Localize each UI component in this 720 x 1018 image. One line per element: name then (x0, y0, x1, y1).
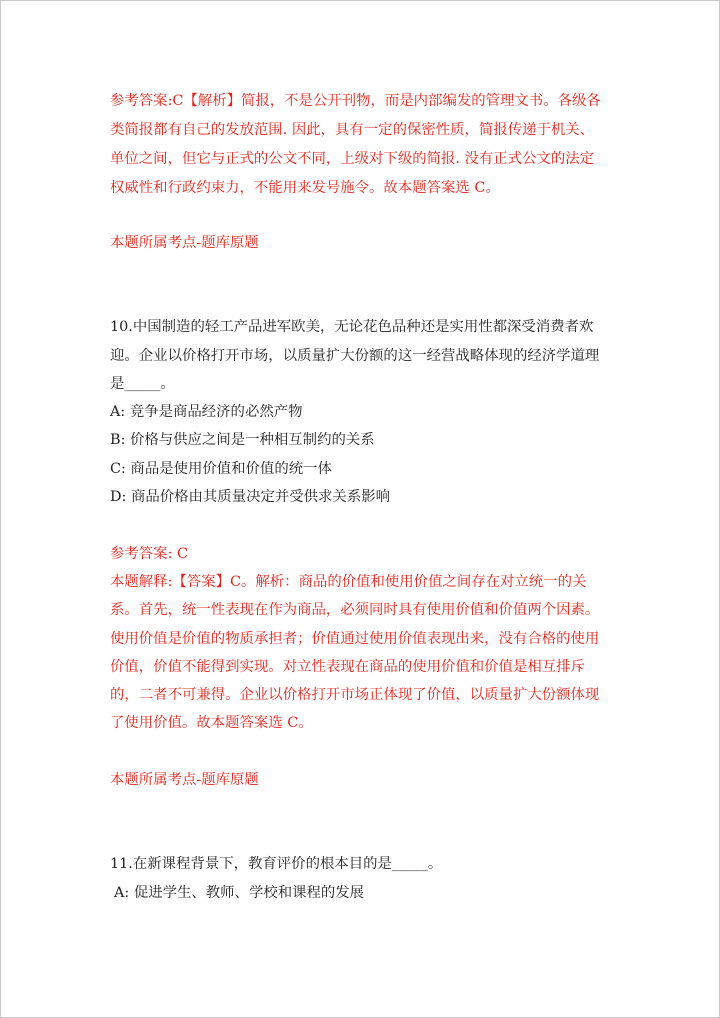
q10-explanation-line-4: 价值，价值不能得到实现。对立性表现在商品的使用价值和价值是相互排斥 (110, 659, 585, 675)
q11-option-a: A: 促进学生、教师、学校和课程的发展 (114, 885, 365, 901)
q10-stem-line-3: 是_____。 (110, 376, 175, 392)
q9-answer-line-4: 权威性和行政约束力，不能用来发号施令。故本题答案选 C。 (110, 180, 500, 196)
q10-answer: 参考答案: C (110, 546, 188, 562)
q10-stem-line-1: 10.中国制造的轻工产品进军欧美，无论花色品种还是实用性都深受消费者欢 (110, 319, 594, 335)
q10-explanation-line-1: 本题解释:【答案】C。解析：商品的价值和使用价值之间存在对立统一的关 (110, 574, 587, 590)
q10-explanation-line-2: 系。首先，统一性表现在作为商品，必须同时具有使用价值和价值两个因素。 (110, 602, 600, 618)
q10-explanation-line-5: 的，二者不可兼得。企业以价格打开市场正体现了价值，以质量扩大份额体现 (110, 687, 600, 703)
q11-stem: 11.在新课程背景下，教育评价的根本目的是_____。 (110, 856, 443, 872)
q10-source: 本题所属考点-题库原题 (110, 772, 259, 788)
q9-answer-line-3: 单位之间，但它与正式的公文不同，上级对下级的简报. 没有正式公文的法定 (110, 151, 595, 167)
q10-option-c: C: 商品是使用价值和价值的统一体 (110, 461, 332, 477)
q9-source: 本题所属考点-题库原题 (110, 235, 259, 251)
q10-option-b: B: 价格与供应之间是一种相互制约的关系 (110, 432, 375, 448)
q10-stem-line-2: 迎。企业以价格打开市场，以质量扩大份额的这一经营战略体现的经济学道理 (110, 348, 600, 364)
q10-explanation-line-3: 使用价值是价值的物质承担者；价值通过使用价值表现出来，没有合格的使用 (110, 631, 600, 647)
q10-option-a: A: 竞争是商品经济的必然产物 (110, 404, 303, 420)
q10-option-d: D: 商品价格由其质量决定并受供求关系影响 (110, 489, 390, 505)
q9-answer-line-1: 参考答案:C【解析】简报，不是公开刊物，而是内部编发的管理文书。各级各 (110, 93, 601, 109)
q9-answer-line-2: 类简报都有自己的发放范围. 因此，具有一定的保密性质，简报传递于机关、 (110, 122, 595, 138)
q10-explanation-line-6: 了使用价值。故本题答案选 C。 (110, 715, 313, 731)
